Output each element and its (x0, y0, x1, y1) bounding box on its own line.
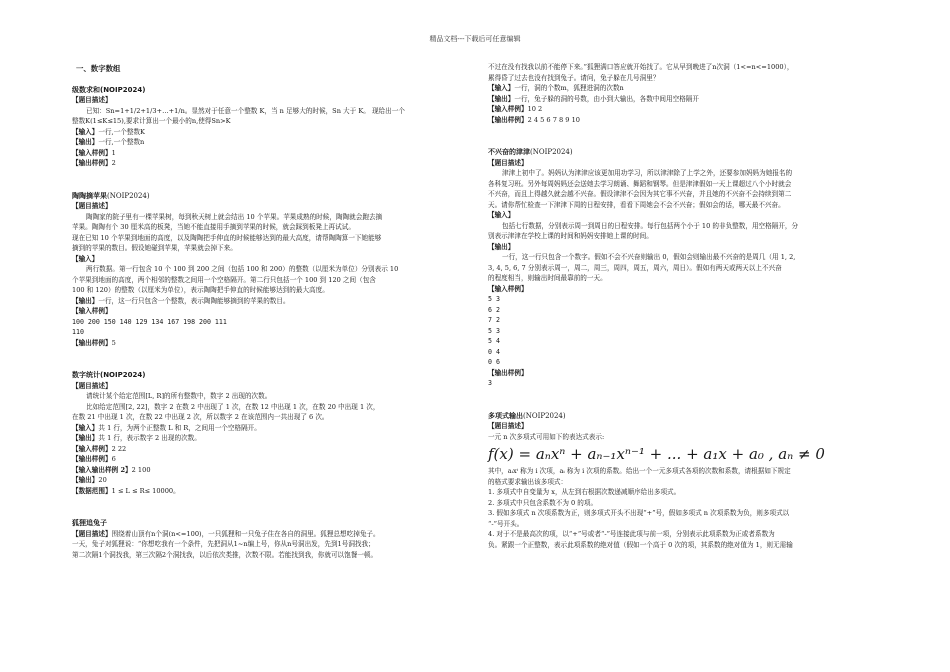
desc-line: 第二次隔1个洞找我，第三次隔2个洞找我，以后依次类推，次数不限。若能找到我，你就可以饱餐一顿。 (72, 550, 378, 559)
output-sample-label: 【输出样例】 (488, 368, 528, 377)
io-sample-2-text: 2 100 (131, 465, 151, 474)
data-range-text: 1 ≤ L ≤ R≤ 10000。 (111, 486, 180, 495)
input-label: 【输入】 (72, 423, 99, 432)
output-row (72, 433, 462, 444)
left-column (72, 58, 462, 560)
desc-line: 一天，兔子对狐狸说：“你想吃我有一个条件，先把洞从1~n编上号，你从n号洞出发，先到1号洞找我； (72, 540, 375, 548)
desc-line: 陶陶家的院子里有一棵苹果树，每到秋天树上就会结出 10 个苹果。苹果成熟的时候，陶陶就会跑去摘 (86, 212, 383, 221)
output-2-row (72, 475, 462, 486)
desc-label: 【题目描述】 (488, 422, 528, 430)
desc-line (72, 529, 462, 540)
sample-line: 3 (488, 379, 492, 387)
rule-line: 1. 多项式中自变量为 x，从左到右根据次数递减顺序给出多项式。 (488, 488, 681, 496)
problem-title-tag: (NOIP2024) (100, 85, 146, 94)
output-text: 一行，这一行只包含一个整数，表示陶陶能够摘到的苹果的数目。 (98, 296, 290, 305)
desc-line: 比如给定范围[2, 22]，数字 2 在数 2 中出现了 1 次，在数 12 中出现 1 次，在数 20 中出现 1 次， (86, 402, 380, 411)
sample-line: 6 2 (488, 305, 500, 314)
input-label: 【输入】 (488, 84, 515, 92)
desc-text: 围绕着山顶有n个洞(n<=100)，一只狐狸和一只兔子住在各自的洞里。狐狸总想吃掉兔子。 (111, 529, 380, 538)
problem-title-tag: (NOIP2024) (530, 148, 573, 156)
sample-line: 110 (72, 328, 84, 336)
problem-title-text: 数字统计 (72, 371, 100, 379)
output-row (72, 296, 462, 307)
output-text: 共 1 行，表示数字 2 出现的次数。 (98, 434, 201, 442)
desc-line: 各科复习班。另外每周妈妈还会送她去学习朗诵、舞蹈和钢琴。但是津津假如一天上课超过八个小时就会 (488, 179, 792, 188)
output-sample-text: 5 (111, 338, 116, 347)
output-label: 【输出】 (488, 94, 515, 103)
output-sample-text: 2 (111, 159, 116, 167)
sample-line: 5 3 (488, 326, 500, 335)
rule-line: 4. 对于不是最高次的项，以“+”号或者“-”号连接此项与前一项，分别表示此项系数为正或者系数为 (488, 530, 775, 538)
problem-title-tag: (NOIP2024) (523, 411, 566, 420)
input-label: 【输入】 (72, 127, 99, 136)
output-row (488, 94, 886, 105)
output-line: 3, 4, 5, 6, 7 分别表示周一，周二，周三，周四，周五，周六，周日）。假如有两天或两天以上不兴奋 (488, 263, 782, 272)
output-2-label: 【输出】 (72, 476, 99, 484)
output-sample-text: 6 (111, 455, 116, 463)
rule-line: 2. 多项式中只包含系数不为 0 的项。 (488, 498, 598, 507)
output-sample-text: 2 4 5 6 7 8 9 10 (527, 115, 580, 124)
input-line: 两行数据。第一行包含 10 个 100 到 200 之间（包括 100 和 200）的整数（以厘米为单位）分别表示 10 (86, 265, 399, 273)
output-sample-row (72, 338, 462, 349)
desc-line: 摘到的苹果的数目。假设她碰到苹果，苹果就会掉下来。 (72, 244, 237, 252)
output-line: 一行，这一行只包含一个数字。假如不会不兴奋则输出 0，假如会则输出最不兴奋的是周几（用 1, 2, (502, 253, 796, 261)
output-sample-row (488, 115, 886, 126)
input-sample-text: 1 (111, 148, 116, 157)
problem-title-tag: (NOIP2024) (107, 191, 150, 200)
data-range-label: 【数据范围】 (72, 486, 112, 495)
input-text: 共 1 行，为两个正整数 L 和 R，之间用一个空格隔开。 (98, 423, 261, 432)
problem-title-unhappy-jinjin (488, 147, 886, 158)
sample-line: 5 4 (488, 337, 500, 345)
sample-line: 5 3 (488, 295, 500, 303)
output-label: 【输出】 (488, 242, 515, 251)
desc-line: 其中，aᵢxⁱ 称为 i 次项，aᵢ 称为 i 次项的系数。给出一个一元多项式各项的次数和系数，请根据如下规定 (488, 467, 791, 475)
desc-label: 【题目描述】 (488, 158, 528, 167)
desc-line: 整数K(1≤K≤15),要求计算出一个最小的n,使得Sn>K (72, 117, 231, 125)
problem-title-tag: (NOIP2024) (100, 371, 146, 379)
output-2-text: 20 (98, 476, 107, 484)
input-row (488, 83, 886, 94)
desc-line: 已知：Sn=1+1/2+1/3+…+1/n。显然对于任意一个整数 K，当 n 足够大的时候，Sn 大于 K。 现给出一个 (86, 106, 405, 115)
input-row (72, 423, 462, 434)
rule-line: “-”号开头。 (488, 519, 524, 528)
output-row (72, 137, 462, 148)
sample-line: 0 4 (488, 347, 500, 356)
input-row (72, 127, 462, 138)
input-line: 包括七行数据，分别表示周一到周日的日程安排。每行包括两个小于 10 的非负整数，用空格隔开，分 (502, 221, 799, 230)
output-label: 【输出】 (72, 138, 99, 146)
input-sample-text: 2 22 (111, 444, 127, 453)
desc-line: 不兴奋，而且上得越久就会越不兴奋。假设津津不会因为其它事不兴奋，并且她的不兴奋不会持续到第二 (488, 190, 792, 198)
desc-line: 津津上初中了。妈妈认为津津应该更加用功学习，所以津津除了上学之外，还要参加妈妈为她报名的 (502, 169, 793, 177)
input-line: 别表示津津在学校上课的时间和妈妈安排她上课的时间。 (488, 232, 653, 240)
input-text: 一行,一个整数K (98, 127, 145, 136)
io-sample-2-row (72, 465, 462, 476)
data-range-row (72, 486, 462, 497)
output-label: 【输出】 (72, 434, 99, 442)
output-sample-label: 【输出样例】 (72, 159, 112, 167)
desc-line: 一元 n 次多项式可用如下的表达式表示: (488, 432, 605, 441)
section-title: 一、数字数组 (76, 64, 121, 73)
sample-line: 7 2 (488, 316, 500, 324)
input-sample-label: 【输入样例】 (72, 444, 112, 453)
input-sample-row (488, 104, 886, 115)
input-text: 一行，洞的个数m，狐狸进洞的次数n (514, 84, 624, 92)
input-sample-label: 【输入样例】 (488, 105, 528, 113)
desc-line: 不过在没有找我以前不能停下来。”狐狸满口答应就开始找了。它从早到晚进了n次洞（1<=n<=1000）， (488, 63, 794, 71)
problem-title-text: 不兴奋的津津 (488, 148, 530, 156)
input-label: 【输入】 (488, 211, 515, 219)
desc-line: 请统计某个给定范围[L, R]的所有整数中，数字 2 出现的次数。 (86, 392, 272, 400)
output-line: 的程度相当，则输出时间最靠前的一天。 (488, 274, 607, 282)
output-sample-label: 【输出样例】 (488, 115, 528, 124)
input-sample-text: 10 2 (527, 105, 543, 113)
desc-label: 【题目描述】 (72, 96, 112, 104)
problem-title-polynomial (488, 411, 886, 422)
desc-line: 累得昏了过去也没有找到兔子。请问，兔子躲在几号洞里？ (488, 73, 660, 82)
output-label: 【输出】 (72, 296, 99, 305)
polynomial-formula: f(x) = aₙxⁿ + aₙ₋₁xⁿ⁻¹ + ... + a₁x + a₀ , aₙ ≠ 0 (488, 445, 825, 463)
output-sample-row (72, 454, 462, 465)
problem-title-digit-count (72, 370, 462, 381)
io-sample-2-label: 【输入输出样例 2】 (72, 465, 132, 474)
output-sample-label: 【输出样例】 (72, 455, 112, 463)
input-sample-row (72, 444, 462, 455)
desc-label: 【题目描述】 (72, 529, 112, 538)
desc-line: 的格式要求输出该多项式： (488, 477, 568, 486)
input-sample-label: 【输入样例】 (488, 284, 528, 293)
problem-title-text: 级数求和 (72, 85, 100, 94)
input-line: 100 和 120）的整数（以厘米为单位），表示陶陶把手伸直的时候能够达到的最大高度。 (72, 286, 329, 294)
rule-line: 负。紧跟一个正整数，表示此项系数的绝对值（假如一个高于 0 次的项，其系数的绝对值为 1，则无需输 (488, 540, 793, 549)
input-line: 个苹果到地面的高度，两个相邻的整数之间用一个空格隔开。第二行只包括一个 100 到 120 之间（包含 (72, 275, 376, 284)
input-sample-row (72, 148, 462, 159)
sample-line: 100 200 150 140 129 134 167 198 200 111 (72, 317, 227, 326)
right-column (488, 62, 886, 550)
input-label: 【输入】 (72, 254, 99, 263)
problem-title-text: 多项式输出 (488, 411, 523, 420)
problem-title-fox-rabbit: 狐狸追兔子 (72, 519, 107, 527)
input-sample-label: 【输入样例】 (72, 148, 112, 157)
problem-title-series-sum (72, 85, 462, 96)
header-note: 精品文档---下载后可任意编辑 (429, 35, 521, 43)
desc-label: 【题目描述】 (72, 381, 112, 390)
desc-line: 苹果。陶陶有个 30 厘米高的板凳，当她不能直接用手摘到苹果的时候，就会踩到板凳上再试试。 (72, 223, 355, 231)
sample-line: 0 6 (488, 358, 500, 366)
rule-line: 3. 假如多项式 n 次项系数为正，则多项式开头不出现“+”号，假如多项式 n 次项系数为负，则多项式以 (488, 509, 790, 517)
output-text: 一行,一个整数n (98, 138, 145, 146)
output-sample-row (72, 158, 462, 169)
output-sample-label: 【输出样例】 (72, 338, 112, 347)
output-text: 一行，兔子躲的洞的号数，由小到大输出，各数中间用空格隔开 (514, 94, 699, 103)
desc-line: 在数 21 中出现 1 次，在数 22 中出现 2 次，所以数字 2 在该范围内一共出现了 6 次。 (72, 413, 329, 421)
desc-line: 天。请你帮忙检查一下津津下周的日程安排，看看下周她会不会不兴奋；假如会的话，哪天最不兴奋。 (488, 200, 785, 209)
desc-line: 现在已知 10 个苹果到地面的高度，以及陶陶把手伸直的时候能够达到的最大高度，请帮陶陶算一下她能够 (72, 233, 382, 242)
problem-title-apple (72, 191, 462, 202)
desc-label: 【题目描述】 (72, 202, 112, 210)
problem-title-text: 陶陶摘苹果 (72, 191, 107, 200)
input-sample-label: 【输入样例】 (72, 307, 112, 315)
